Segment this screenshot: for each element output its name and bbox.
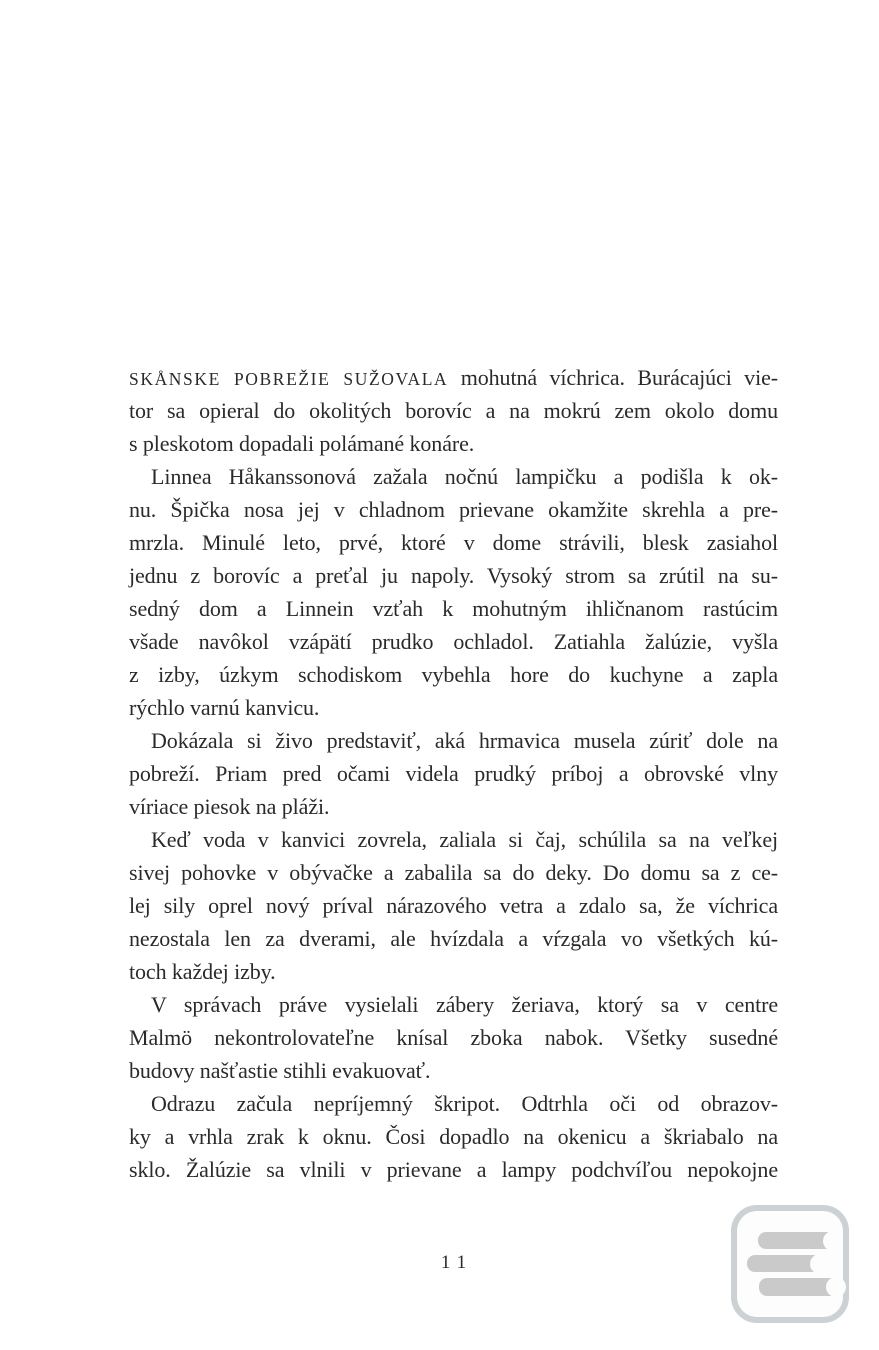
text-line: tor sa opieral do okolitých borovíc a na mokrú zem okolo domu bbox=[129, 398, 778, 423]
stacked-books-icon bbox=[759, 1278, 834, 1296]
text-line: sklo. Žalúzie sa vlnili v prievane a lampy podchvíľou nepokojne bbox=[129, 1157, 778, 1182]
text-block bbox=[129, 361, 778, 1186]
text-line: nu. Špička nosa jej v chladnom prievane okamžite skrehla a pre- bbox=[129, 497, 778, 522]
stacked-books-icon bbox=[747, 1255, 818, 1272]
text-line: Malmö nekontrolovateľne knísal zboka nabok. Všetky susedné bbox=[129, 1025, 778, 1050]
text-line: Keď voda v kanvici zovrela, zaliala si čaj, schúlila sa na veľkej bbox=[151, 827, 778, 852]
text-line: toch každej izby. bbox=[129, 959, 276, 984]
text-line: lej sily oprel nový príval nárazového vetra a zdalo sa, že víchrica bbox=[129, 893, 778, 918]
publisher-watermark-logo bbox=[731, 1205, 849, 1323]
text-line: sedný dom a Linnein vzťah k mohutným ihličnanom rastúcim bbox=[129, 596, 778, 621]
text-line: z izby, úzkym schodiskom vybehla hore do kuchyne a zapla bbox=[129, 662, 778, 687]
text-line: nezostala len za dverami, ale hvízdala a vŕzgala vo všetkých kú- bbox=[129, 926, 778, 951]
text-line: Linnea Håkanssonová zažala nočnú lampičku a podišla k ok- bbox=[151, 464, 778, 489]
stacked-books-icon bbox=[758, 1232, 831, 1249]
text-line: pobreží. Priam pred očami videla prudký príboj a obrovské vlny bbox=[129, 761, 778, 786]
text-line: ky a vrhla zrak k oknu. Čosi dopadlo na okenicu a škriabalo na bbox=[129, 1124, 778, 1149]
text-line: všade navôkol vzápätí prudko ochladol. Zatiahla žalúzie, vyšla bbox=[129, 629, 778, 654]
text-line: rýchlo varnú kanvicu. bbox=[129, 695, 320, 720]
text-line: sivej pohovke v obývačke a zabalila sa do deky. Do domu sa z ce- bbox=[129, 860, 778, 885]
text-line: Dokázala si živo predstaviť, aká hrmavica musela zúriť dole na bbox=[151, 728, 778, 753]
text-line: Odrazu začula nepríjemný škripot. Odtrhla oči od obrazov- bbox=[151, 1091, 778, 1116]
text-line: mrzla. Minulé leto, prvé, ktoré v dome strávili, blesk zasiahol bbox=[129, 530, 778, 555]
text-line: s pleskotom dopadali polámané konáre. bbox=[129, 431, 475, 456]
page-number: 11 bbox=[440, 1252, 474, 1273]
text-line: víriace piesok na pláži. bbox=[129, 794, 330, 819]
text-line: V správach práve vysielali zábery žeriava, ktorý sa v centre bbox=[151, 992, 778, 1017]
text-line: jednu z borovíc a preťal ju napoly. Vysoký strom sa zrútil na su- bbox=[129, 563, 778, 588]
text-line: SKÅNSKE POBREŽIE SUŽOVALA mohutná víchrica. Burácajúci vie- bbox=[129, 365, 778, 390]
lead-in-small-caps: SKÅNSKE POBREŽIE SUŽOVALA bbox=[129, 369, 449, 389]
text-line: budovy našťastie stihli evakuovať. bbox=[129, 1058, 431, 1083]
